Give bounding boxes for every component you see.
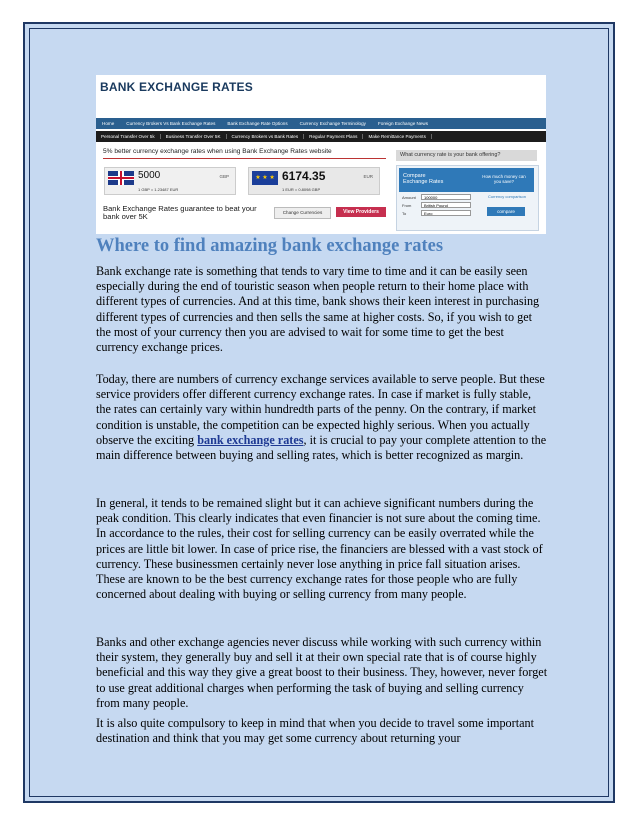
to-rate: 1 EUR = 0.8098 GBP [282, 187, 321, 192]
compare-widget [396, 165, 539, 231]
paragraph-3: In general, it tends to be remained slight but it can achieve significant numbers during the peak condition. This clearly indicates that even financier is not sure about the coming time. In accordance to the rules, their cost for selling currency can be easily overrated while the prices are little bit lower. In case of price rise, the financiers are blessed with a vast stock of currency. These businessmen certainly never lose anything in price fall situation arises. These are known to be the best currency exchange rates for those people who are fully concerned about dealing with buying or selling currency from many people. [96, 496, 543, 602]
converter-from [104, 167, 236, 195]
amount-input: 100000 [421, 194, 471, 200]
guarantee-text: Bank Exchange Rates guarantee to beat your bank over 5K [103, 204, 257, 221]
paragraph-2-text-b: , it is crucial to pay your complete attention to the main difference between buying and selling rates, which is better recognized as margin. [96, 432, 547, 463]
compare-title [403, 173, 443, 185]
bank-exchange-rates-link[interactable]: bank exchange rates [197, 432, 304, 447]
article-heading: Where to find amazing bank exchange rates [96, 236, 444, 256]
from-select: British Pound [421, 202, 471, 208]
compare-button: compare [487, 207, 525, 216]
paragraph-5: It is also quite compulsory to keep in mind that when you decide to travel some important destination and think that you may get some currency about returning your [96, 716, 534, 746]
compare-title-line1: Compare [403, 173, 426, 179]
nav-remittance: Make Remittance Payments [363, 134, 431, 139]
from-currency: GBP [219, 174, 229, 179]
compare-title-line2: Exchange Rates [403, 179, 444, 185]
nav-rate-options: Bank Exchange Rate Options [227, 121, 288, 126]
compare-header [399, 168, 534, 192]
nav-brokers-vs-bank-rates: Currency Brokers vs Bank Rates [227, 134, 305, 139]
eu-flag-icon: ★ ★ ★ [252, 171, 278, 185]
paragraph-2 [96, 372, 548, 463]
primary-nav [96, 118, 546, 129]
nav-brokers-vs-bank: Currency Brokers Vs Bank Exchange Rates [126, 121, 216, 126]
website-screenshot [96, 75, 546, 234]
paragraph-1: Bank exchange rate is something that tends to vary time to time and it can be easily seen especially during the end of touristic season when people return to their home place with different types of currencies. And at this time, bank shows their keen interest in purchasing different types of currencies and then sells the same at higher costs. So, if you wish to get the most of your currency then you are advised to wait for some time to get the best currency exchange prices. [96, 264, 540, 355]
nav-news: Foreign Exchange News [377, 121, 429, 126]
how-much-text: How much money can you save? [482, 174, 526, 184]
change-currencies-button: Change Currencies [274, 207, 331, 219]
nav-home: Home [102, 121, 115, 126]
from-amount: 5000 [138, 170, 161, 181]
nav-payment-plans: Regular Payment Plans [304, 134, 363, 139]
to-currency: EUR [363, 174, 373, 179]
promo-text: 5% better currency exchange rates when using Bank Exchange Rates website [103, 148, 332, 155]
paragraph-2-text-a: Today, there are numbers of currency exchange services available to serve people. But these service providers offer different currency exchange rates. In case if market is fully stable, the rates can certainly vary within hundredth parts of the penny. On the contrary, if market condition is unstable, the competition can be expected highly serious. When you actually observe the exciting [96, 372, 545, 447]
amount-label: Amount [402, 195, 416, 200]
promo-divider [103, 158, 386, 159]
currency-comparison-logo: Currency comparison [487, 194, 526, 199]
converter-to [248, 167, 380, 195]
nav-business-transfer: Business Transfer Over 5K [161, 134, 227, 139]
uk-flag-icon [108, 171, 134, 185]
to-select: Euro [421, 210, 471, 216]
to-amount: 6174.35 [282, 169, 326, 183]
nav-personal-transfer: Personal Transfer Over 5k [96, 134, 161, 139]
from-label: From [402, 203, 412, 208]
to-label: To [402, 211, 407, 216]
site-title: BANK EXCHANGE RATES [100, 80, 253, 94]
nav-terminology: Currency Exchange Terminology [299, 121, 366, 126]
view-providers-button: View Providers [336, 207, 386, 217]
paragraph-4: Banks and other exchange agencies never discuss while working with such currency within their system, they generally buy and sell it at their own special rate that is of course highly beneficial and this way they give a great boost to their business. They, however, never forget to use great additional charges when performing the task of buying and selling currency from many people. [96, 635, 548, 710]
secondary-nav [96, 131, 546, 142]
question-box: What currency rate is your bank offering? [396, 150, 537, 161]
from-rate: 1 GBP = 1.23487 EUR [138, 187, 179, 192]
